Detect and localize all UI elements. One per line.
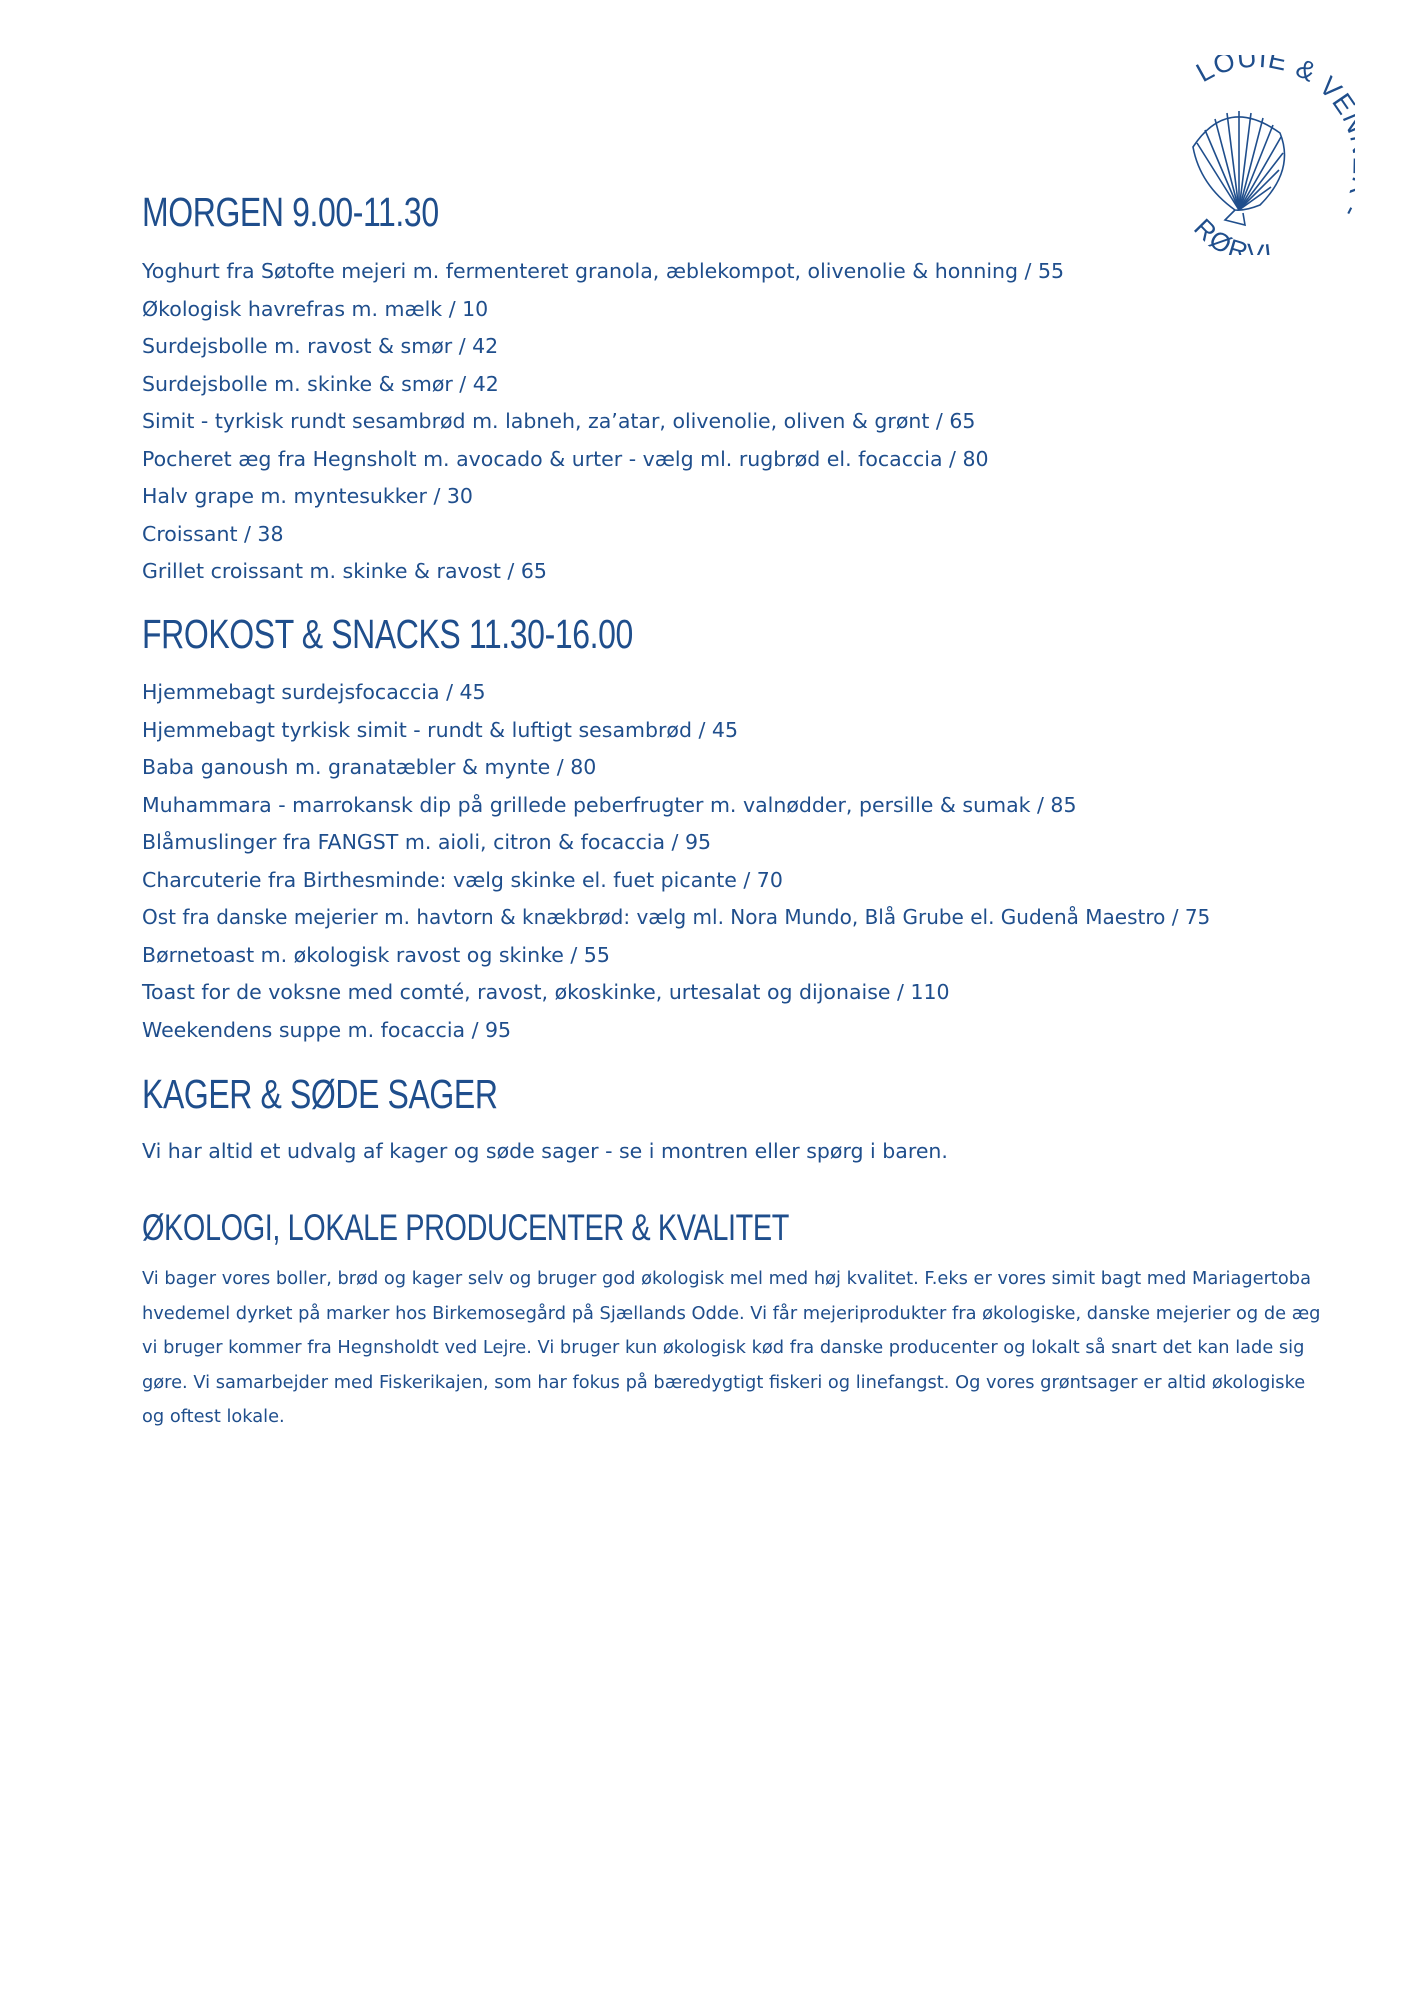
section-title-okologi: ØKOLOGI, LOKALE PRODUCENTER & KVALITET	[142, 1207, 789, 1248]
menu-item: Charcuterie fra Birthesminde: vælg skinke el. fuet picante / 70	[142, 867, 783, 892]
section-title-kager: KAGER & SØDE SAGER	[142, 1071, 498, 1117]
menu-list-frokost	[142, 674, 1210, 1049]
menu-item: Yoghurt fra Søtofte mejeri m. fermenteret granola, æblekompot, olivenolie & honning / 55	[142, 259, 1065, 283]
menu-item: Croissant / 38	[142, 521, 284, 546]
scallop-shell-icon	[1193, 111, 1285, 225]
menu-item: Muhammara - marrokansk dip på grillede peberfrugter m. valnødder, persille & sumak / 85	[142, 792, 1077, 817]
section-title-frokost: FROKOST & SNACKS 11.30-16.00	[142, 611, 633, 657]
louie-venner-logo	[1175, 55, 1355, 255]
menu-item: Weekendens suppe m. focaccia / 95	[142, 1017, 512, 1042]
svg-text:LOUIE & VENNER -	[1191, 55, 1355, 223]
menu-item: Grillet croissant m. skinke & ravost / 65	[142, 559, 547, 583]
logo-arc-text-top: LOUIE & V	[1191, 55, 1349, 106]
menu-item: Surdejsbolle m. ravost & smør / 42	[142, 334, 499, 358]
menu-list-morgen	[142, 253, 1064, 591]
menu-item: Børnetoast m. økologisk ravost og skinke / 55	[142, 942, 610, 967]
menu-item: Økologisk havrefras m. mælk / 10	[142, 296, 489, 321]
menu-item: Hjemmebagt surdejsfocaccia / 45	[142, 680, 486, 704]
menu-item: Pocheret æg fra Hegnsholt m. avocado & urter - vælg ml. rugbrød el. focaccia / 80	[142, 446, 989, 471]
menu-item: Hjemmebagt tyrkisk simit - rundt & luftigt sesambrød / 45	[142, 717, 739, 742]
menu-item: Simit - tyrkisk rundt sesambrød m. labneh, za’atar, olivenolie, oliven & grønt / 65	[142, 409, 976, 433]
menu-item: Ost fra danske mejerier m. havtorn & knækbrød: vælg ml. Nora Mundo, Blå Grube el. Gudenå Maestro / 75	[142, 905, 1211, 929]
kager-description: Vi har altid et udvalg af kager og søde sager - se i montren eller spørg i baren.	[142, 1139, 948, 1163]
section-title-morgen: MORGEN 9.00-11.30	[142, 189, 439, 235]
menu-item: Baba ganoush m. granatæbler & mynte / 80	[142, 755, 597, 779]
menu-item: Toast for de voksne med comté, ravost, økoskinke, urtesalat og dijonaise / 110	[142, 980, 950, 1004]
menu-item: Halv grape m. myntesukker / 30	[142, 484, 473, 508]
menu-item: Blåmuslinger fra FANGST m. aioli, citron & focaccia / 95	[142, 830, 712, 854]
logo-arc-text-bottom: RØRVI	[1188, 212, 1276, 255]
menu-item: Surdejsbolle m. skinke & smør / 42	[142, 371, 499, 396]
okologi-description: Vi bager vores boller, brød og kager selv og bruger god økologisk mel med høj kvalitet. F.eks er vores simit bagt med Mariagertoba hvedemel dyrket på marker hos Birkemosegård på Sjællands Odde. Vi får mejeriprodukter fra økologiske, danske mejerier og de æg vi bruger kommer fra Hegnsholdt ved Lejre. Vi bruger kun økologisk kød fra danske producenter og lokalt så snart det kan lade sig gøre. Vi samarbejder med Fiskerikajen, som har fokus på bæredygtigt fiskeri og linefangst. Og vores grøntsager er altid økologiske og oftest lokale.	[142, 1268, 1321, 1427]
